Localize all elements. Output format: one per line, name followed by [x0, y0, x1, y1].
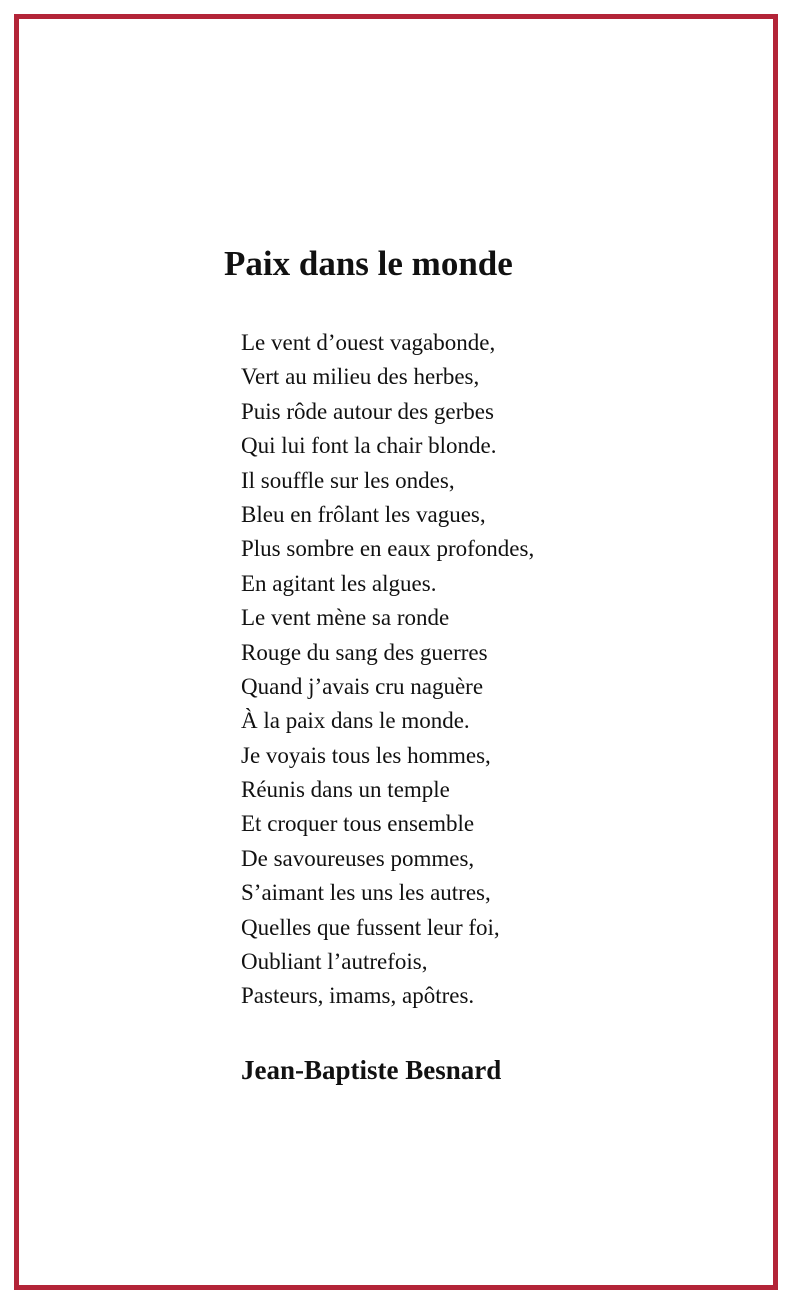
- poem-line: S’aimant les uns les autres,: [241, 880, 491, 906]
- poem-line: Le vent d’ouest vagabonde,: [241, 330, 496, 355]
- poem-line: À la paix dans le monde.: [241, 708, 470, 734]
- poem-line: En agitant les algues.: [241, 570, 437, 596]
- poem-title: Paix dans le monde: [224, 244, 513, 283]
- poem-line: Oubliant l’autrefois,: [241, 949, 428, 975]
- poem-line: Qui lui font la chair blonde.: [241, 433, 497, 459]
- poem-line: De savoureuses pommes,: [241, 845, 475, 871]
- poem-line: Réunis dans un temple: [241, 777, 450, 803]
- poem-line: Et croquer tous ensemble: [241, 811, 475, 837]
- poem-line: Je voyais tous les hommes,: [241, 742, 491, 768]
- poem-author: Jean-Baptiste Besnard: [241, 1055, 502, 1085]
- poem-line: Quand j’avais cru naguère: [241, 673, 484, 699]
- poem-line: Puis rôde autour des gerbes: [241, 398, 494, 424]
- poem-line: Le vent mène sa ronde: [241, 605, 450, 631]
- poem-body: [241, 326, 534, 1014]
- poem-line: Il souffle sur les ondes,: [241, 467, 455, 493]
- poem-line: Quelles que fussent leur foi,: [241, 914, 500, 940]
- poem-line: Pasteurs, imams, apôtres.: [241, 983, 475, 1009]
- poem-line: Plus sombre en eaux profondes,: [241, 536, 535, 562]
- poem-line: Bleu en frôlant les vagues,: [241, 501, 486, 527]
- poem-line: Vert au milieu des herbes,: [241, 364, 480, 390]
- poem-line: Rouge du sang des guerres: [241, 639, 488, 665]
